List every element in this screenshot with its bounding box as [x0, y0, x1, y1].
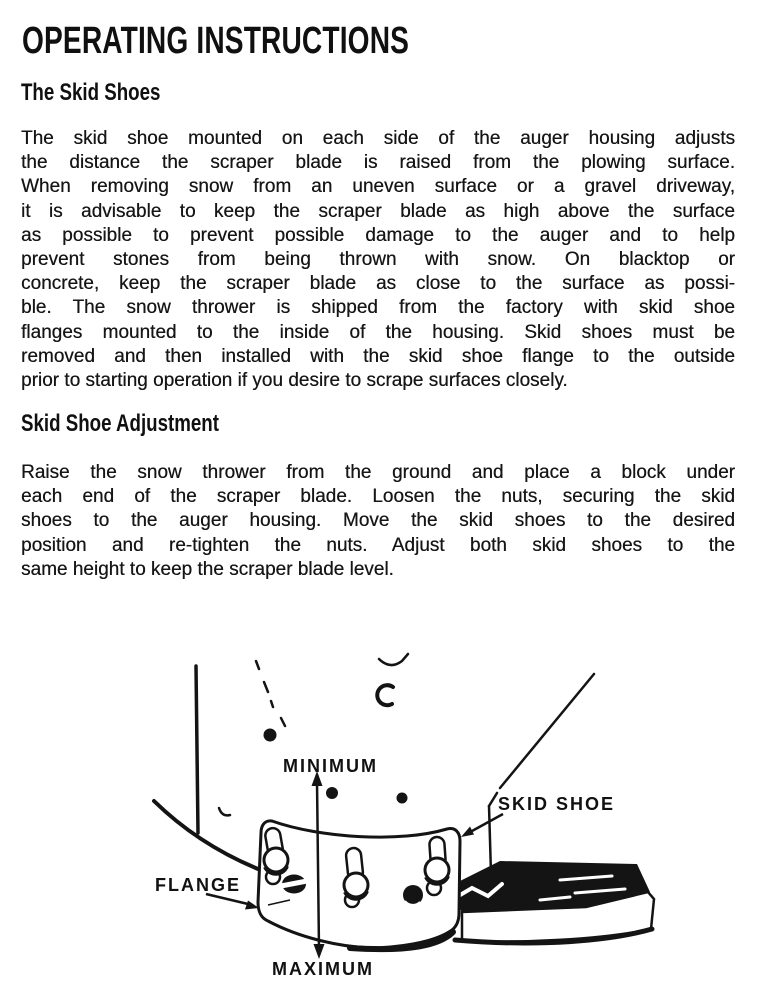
- paragraph-skid-shoes: [21, 127, 735, 393]
- page-title: OPERATING INSTRUCTIONS: [22, 20, 410, 62]
- label-skid-shoe: SKID SHOE: [498, 794, 616, 814]
- text-line: Raise the snow thrower from the ground and place a block under: [21, 462, 735, 483]
- housing-c-mark: [377, 685, 393, 705]
- text-line: each end of the scraper blade. Loosen the nuts, securing the skid: [21, 486, 735, 508]
- text-line: prevent stones from being thrown with snow. On blacktop or: [21, 249, 735, 271]
- text-line: ble. The snow thrower is shipped from the factory with skid shoe: [21, 297, 735, 319]
- skid-shoe-block: [446, 861, 654, 943]
- text-line: removed and then installed with the skid shoe flange to the outside: [21, 345, 735, 367]
- flange-arrow-line: [206, 894, 248, 904]
- housing-dashed-line: [256, 661, 285, 726]
- section-heading-the-skid-shoes: The Skid Shoes: [21, 79, 161, 106]
- skid-shoe-arrow-line: [472, 814, 503, 831]
- skid-shoe-diagram: [0, 600, 772, 1000]
- paragraph-skid-shoe-adjustment: [21, 461, 735, 582]
- rivet-dot: [264, 729, 277, 742]
- housing-right-kink: [489, 793, 497, 806]
- housing-left-edge: [196, 666, 198, 833]
- arrow-down-icon: [314, 944, 325, 959]
- label-maximum: MAXIMUM: [272, 959, 374, 979]
- housing-right-lower-edge: [489, 806, 491, 874]
- flange-leader-arrow: [206, 894, 259, 910]
- text-line: concrete, keep the scraper blade as close to the surface as possi-: [21, 273, 735, 295]
- text-line: shoes to the auger housing. Move the skid shoes to the desired: [21, 510, 735, 532]
- label-minimum: MINIMUM: [283, 756, 378, 776]
- text-line: same height to keep the scraper blade level.: [21, 558, 394, 580]
- label-flange: FLANGE: [155, 875, 241, 895]
- rivet-dot: [326, 787, 338, 799]
- text-line: prior to starting operation if you desire to scrape surfaces closely.: [21, 370, 568, 392]
- text-line: The skid shoe mounted on each side of the auger housing adjusts: [21, 128, 735, 149]
- housing-small-curl-mark: [219, 808, 230, 815]
- housing-bottom-curve: [154, 801, 263, 871]
- text-line: the distance the scraper blade is raised from the plowing surface.: [21, 152, 735, 174]
- text-line: flanges mounted to the inside of the housing. Skid shoes must be: [21, 321, 735, 343]
- housing-top-curl-mark: [379, 654, 408, 665]
- text-line: it is advisable to keep the scraper blade as high above the surface: [21, 200, 735, 222]
- text-line: When removing snow from an uneven surface or a gravel driveway,: [21, 176, 735, 198]
- arrow-down-left-icon: [461, 827, 474, 838]
- rivet-dot: [397, 793, 408, 804]
- text-line: position and re-tighten the nuts. Adjust both skid shoes to the: [21, 534, 735, 556]
- text-line: as possible to prevent possible damage to the auger and to help: [21, 224, 735, 246]
- housing-right-edge: [500, 674, 594, 788]
- section-heading-skid-shoe-adjustment: Skid Shoe Adjustment: [21, 410, 219, 437]
- skid-shoe-leader-arrow: [461, 814, 503, 837]
